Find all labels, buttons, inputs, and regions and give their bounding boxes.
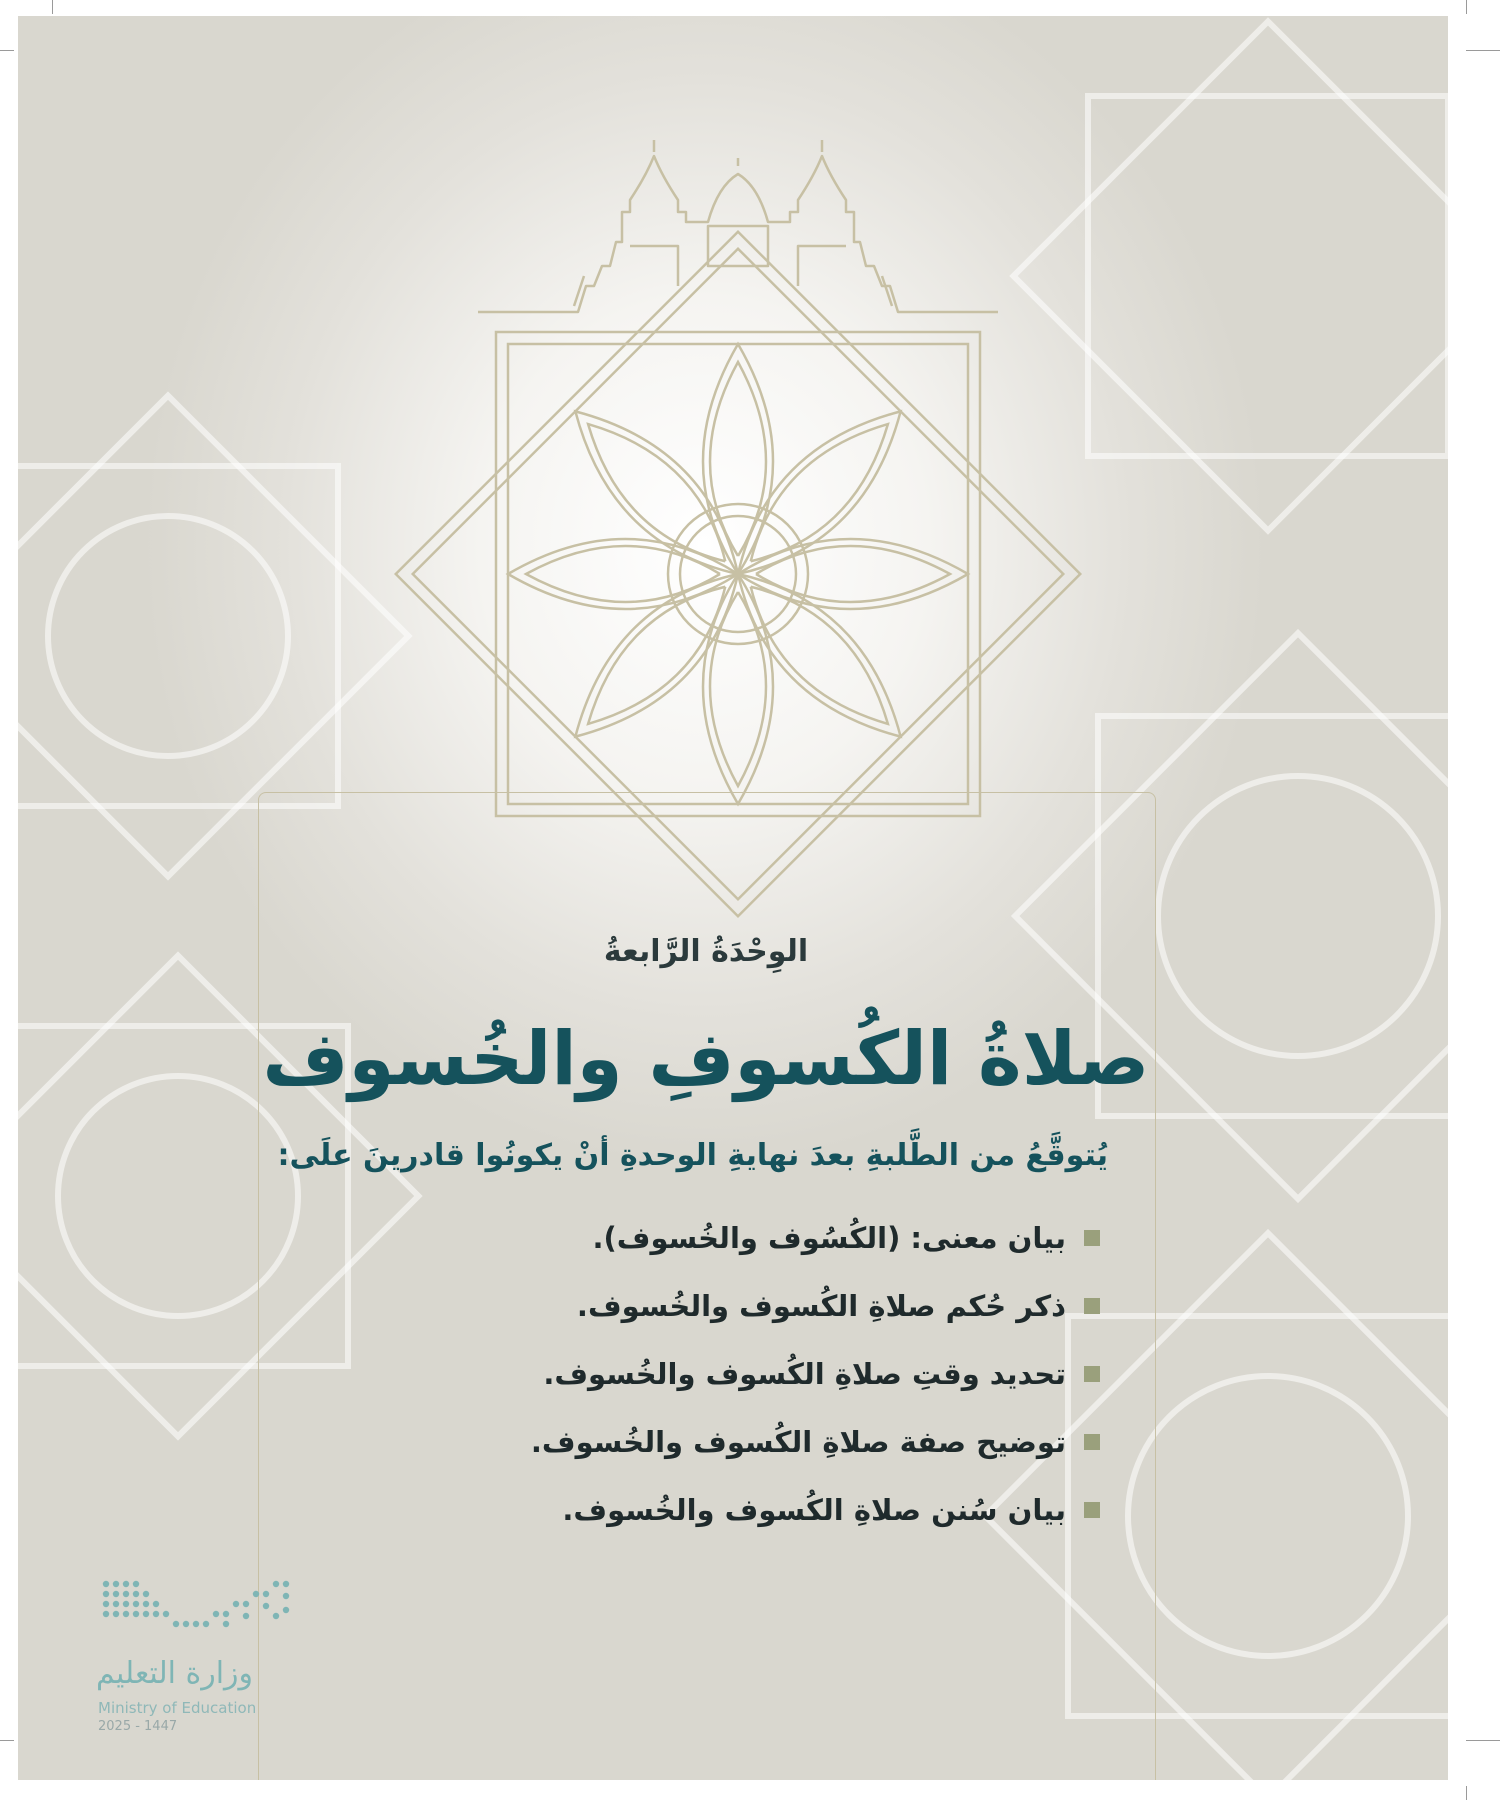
objective-item bbox=[258, 1408, 1100, 1476]
crop-mark-top-left-h bbox=[0, 50, 14, 51]
square-bullet-icon bbox=[1084, 1434, 1100, 1450]
crop-mark-bottom-right-v bbox=[1466, 1786, 1467, 1800]
objective-text: ذكر حُكم صلاةِ الكُسوف والخُسوف. bbox=[576, 1289, 1066, 1323]
objective-text: توضيح صفة صلاةِ الكُسوف والخُسوف. bbox=[530, 1425, 1066, 1459]
ministry-year: 2025 - 1447 bbox=[98, 1719, 178, 1734]
ministry-name-en: Ministry of Education bbox=[98, 1699, 257, 1717]
objective-text: بيان معنى: (الكُسُوف والخُسوف). bbox=[592, 1221, 1066, 1255]
objective-item bbox=[258, 1272, 1100, 1340]
page bbox=[18, 16, 1448, 1780]
objective-text: تحديد وقتِ صلاةِ الكُسوف والخُسوف. bbox=[543, 1357, 1066, 1391]
objective-item bbox=[258, 1340, 1100, 1408]
unit-label: الوِحْدَةُ الرَّابعةُ bbox=[603, 934, 809, 969]
crop-mark-top-right-h bbox=[1466, 50, 1500, 51]
objectives-list bbox=[258, 1204, 1100, 1544]
objective-item bbox=[258, 1476, 1100, 1544]
crop-mark-top-left-v bbox=[52, 0, 53, 14]
crop-mark-top-right-v bbox=[1466, 0, 1467, 14]
objective-item bbox=[258, 1204, 1100, 1272]
unit-title: صلاةُ الكُسوفِ والخُسوف bbox=[262, 1016, 1150, 1102]
ministry-name-ar: وزارة التعليم bbox=[96, 1656, 254, 1691]
crop-mark-bottom-left-h bbox=[0, 1740, 14, 1741]
objectives-intro: يُتوقَّعُ من الطَّلبةِ بعدَ نهايةِ الوحدةِ أنْ يكونُوا قادرينَ علَى: bbox=[277, 1138, 1108, 1173]
square-bullet-icon bbox=[1084, 1230, 1100, 1246]
square-bullet-icon bbox=[1084, 1298, 1100, 1314]
crop-mark-bottom-right-h bbox=[1466, 1740, 1500, 1741]
objective-text: بيان سُنن صلاةِ الكُسوف والخُسوف. bbox=[562, 1493, 1066, 1527]
square-bullet-icon bbox=[1084, 1366, 1100, 1382]
square-bullet-icon bbox=[1084, 1502, 1100, 1518]
